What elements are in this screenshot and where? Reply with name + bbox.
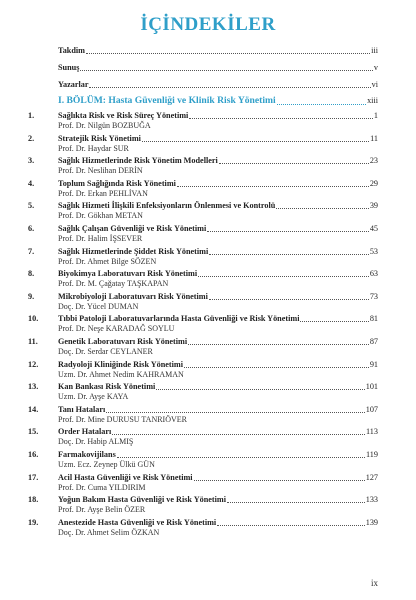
leader-dots [227,495,365,503]
chapter-entry[interactable] [28,292,378,315]
chapter-entry[interactable] [28,495,378,518]
chapter-title: Order Hataları [58,427,112,437]
chapter-number: 11. [28,336,38,346]
chapter-number: 6. [28,223,35,233]
chapter-title: Toplum Sağlığında Risk Yönetimi [58,178,176,188]
chapter-number: 4. [28,178,35,188]
front-matter-list [58,46,378,90]
chapter-author: Prof. Dr. Mine DURUSU TANRIÖVER [58,414,187,424]
leader-dots [86,46,370,54]
leader-dots [209,292,369,300]
chapter-author: Prof. Dr. Neşe KARADAĞ SOYLU [58,324,175,334]
chapter-title: Sağlık Çalışan Güvenliği ve Risk Yönetimi [58,223,207,233]
leader-dots [142,134,369,142]
chapter-entry[interactable] [28,201,378,224]
front-matter-label: Takdim [58,46,86,55]
front-matter-item[interactable] [58,80,378,90]
chapter-author: Prof. Dr. Halim İŞSEVER [58,233,143,243]
chapter-entry[interactable] [28,360,378,383]
chapter-author: Doç. Dr. Ahmet Selim ÖZKAN [58,527,160,537]
leader-dots [80,63,373,71]
chapter-page: 107 [365,404,378,414]
chapter-title: Mikrobiyoloji Laboratuvarı Risk Yönetimi [58,291,208,301]
chapter-author: Uzm. Ecz. Zeynep Ülkü GÜN [58,459,155,469]
chapter-entry[interactable] [28,156,378,179]
chapter-author: Prof. Dr. Ayşe Belin ÖZER [58,505,146,515]
leader-dots [207,224,369,232]
front-matter-label: Yazarlar [58,80,89,89]
chapter-entry[interactable] [28,337,378,360]
chapter-page: 53 [369,246,378,256]
leader-dots [198,269,369,277]
section-label: I. BÖLÜM: Hasta Güvenliği ve Klinik Risk Yönetimi [58,95,276,106]
chapter-entry[interactable] [28,134,378,157]
chapter-number: 18. [28,495,39,505]
chapter-number: 15. [28,427,39,437]
page-number: ix [370,578,378,588]
chapter-author: Prof. Dr. M. Çağatay TAŞKAPAN [58,279,169,289]
chapter-page: 91 [369,359,378,369]
chapter-author: Doç. Dr. Yücel DUMAN [58,301,139,311]
leader-dots [89,80,370,88]
section-page: xiii [367,96,378,105]
section-heading[interactable] [58,95,378,107]
chapter-title: Radyoloji Kliniğinde Risk Yönetimi [58,359,184,369]
chapter-entry[interactable] [28,179,378,202]
chapter-title: Acil Hasta Güvenliği ve Risk Yönetimi [58,472,193,482]
chapter-author: Prof. Dr. Erkan PEHLİVAN [58,188,148,198]
chapter-page: 87 [369,336,378,346]
chapter-page: 127 [365,472,378,482]
chapter-number: 14. [28,404,39,414]
chapter-page: 11 [370,133,378,143]
chapter-title: Stratejik Risk Yönetimi [58,133,141,143]
leader-dots [156,382,364,390]
chapter-number: 2. [28,133,35,143]
chapter-entry[interactable] [28,314,378,337]
chapter-page: 23 [369,156,378,166]
chapter-author: Prof. Dr. Cuma YILDIRIM [58,482,146,492]
chapter-author: Uzm. Dr. Ahmet Nedim KAHRAMAN [58,369,184,379]
front-matter-label: Sunuş [58,63,80,72]
chapter-entry[interactable] [28,450,378,473]
chapter-number: 5. [28,201,35,211]
front-matter-page: vi [371,80,378,89]
chapter-entry[interactable] [28,473,378,496]
chapter-page: 29 [369,178,378,188]
leader-dots [300,314,368,322]
front-matter-item[interactable] [58,46,378,56]
chapter-entry[interactable] [28,405,378,428]
chapter-entry[interactable] [28,427,378,450]
leader-dots [209,247,369,255]
leader-dots [194,473,365,481]
front-matter-page: v [373,63,378,72]
chapter-list [28,111,378,540]
chapter-author: Prof. Dr. Neslihan DERİN [58,166,143,176]
chapter-title: Sağlıkta Risk ve Risk Süreç Yönetimi [58,111,189,120]
leader-dots [106,405,364,413]
leader-dots [177,179,369,187]
chapter-author: Doç. Dr. Habip ALMIŞ [58,437,134,447]
chapter-number: 10. [28,314,39,324]
page-title: İÇİNDEKİLER [140,14,276,35]
chapter-number: 12. [28,359,39,369]
chapter-number: 19. [28,517,39,527]
chapter-page: 45 [369,223,378,233]
chapter-title: Tıbbi Patoloji Laboratuvarlarında Hasta Güvenliği ve Risk Yönetimi [58,314,300,324]
leader-dots [219,156,369,164]
leader-dots [184,360,369,368]
leader-dots [112,427,365,435]
chapter-page: 73 [369,291,378,301]
chapter-entry[interactable] [28,382,378,405]
chapter-number: 9. [28,291,35,301]
chapter-author: Uzm. Dr. Ayşe KAYA [58,392,129,402]
chapter-number: 3. [28,156,35,166]
chapter-author: Doç. Dr. Serdar CEYLANER [58,346,153,356]
chapter-title: Farmakovijilans [58,449,116,459]
chapter-entry[interactable] [28,111,378,134]
chapter-number: 7. [28,246,35,256]
chapter-page: 139 [365,517,378,527]
chapter-title: Genetik Laboratuvarı Risk Yönetimi [58,336,188,346]
chapter-page: 81 [369,314,378,324]
chapter-entry[interactable] [28,269,378,292]
chapter-title: Kan Bankası Risk Yönetimi [58,382,156,392]
chapter-page: 119 [366,449,378,459]
chapter-number: 13. [28,382,39,392]
chapter-page: 113 [366,427,378,437]
chapter-title: Anestezide Hasta Güvenliği ve Risk Yönetimi [58,517,217,527]
leader-dots [276,201,369,209]
chapter-number: 8. [28,269,35,279]
chapter-number: 17. [28,472,39,482]
chapter-number: 1. [28,111,35,120]
leader-dots [188,337,369,345]
leader-dots [189,111,373,119]
chapter-page: 63 [369,269,378,279]
chapter-number: 16. [28,449,39,459]
chapter-author: Prof. Dr. Haydar SUR [58,143,129,153]
chapter-entry[interactable] [28,224,378,247]
leader-dots [277,96,366,105]
chapter-page: 1 [373,111,378,120]
chapter-title: Sağlık Hizmetlerinde Şiddet Risk Yönetimi [58,246,209,256]
leader-dots [117,450,365,458]
chapter-title: Biyokimya Laboratuvarı Risk Yönetimi [58,269,198,279]
chapter-entry[interactable] [28,247,378,270]
chapter-title: Tanı Hataları [58,404,106,414]
chapter-page: 101 [365,382,378,392]
chapter-page: 133 [365,495,378,505]
chapter-title: Sağlık Hizmeti İlişkili Enfeksiyonların Önlenmesi ve Kontrolü [58,201,276,211]
chapter-page: 39 [369,201,378,211]
chapter-entry[interactable] [28,518,378,541]
chapter-author: Prof. Dr. Gökhan METAN [58,211,143,221]
chapter-author: Prof. Dr. Nilgün BOZBUĞA [58,121,151,130]
front-matter-item[interactable] [58,63,378,73]
chapter-author: Prof. Dr. Ahmet Bilge SÖZEN [58,256,157,266]
chapter-title: Yoğun Bakım Hasta Güvenliği ve Risk Yönetimi [58,495,227,505]
chapter-title: Sağlık Hizmetlerinde Risk Yönetim Modelleri [58,156,218,166]
front-matter-page: iii [371,46,378,55]
leader-dots [217,518,365,526]
